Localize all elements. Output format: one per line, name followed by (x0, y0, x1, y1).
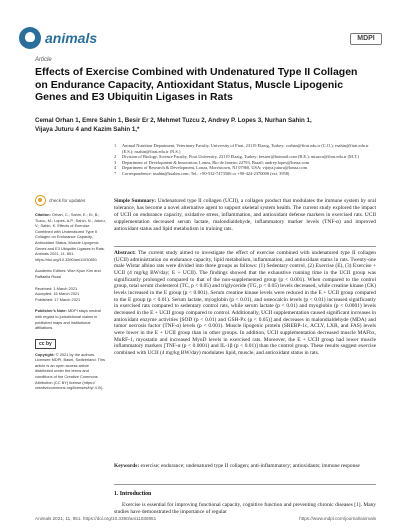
article-sidebar (35, 195, 107, 397)
section-heading: 1. Introduction (114, 491, 152, 497)
affiliation-text: Correspondence: nsahin@ksahin.com; Tel.: +90-532-7473506 or +90-424-2370000 (ext. 3958) (122, 170, 290, 176)
author-list (35, 117, 375, 134)
author-line-2: Vijaya Juturu 4 and Kazim Sahin 1,* (35, 125, 140, 133)
article-type: Article (35, 57, 52, 63)
check-updates-badge[interactable] (35, 195, 107, 206)
affiliation-text: Animal Nutrition Department, Veterinary Faculty, University of Firat, 23119 Elazig, Turkey; corhan@firat.edu.tr (C.O.); esahin@firat.edu.tr (E.S.); nsahin@firat.edu.tr (N.S.) (122, 143, 369, 154)
publisher-note-text: MDPI stays neutral with regard to jurisdictional claims in published maps and institutional affiliations. (35, 308, 101, 331)
keywords-label: Keywords: (114, 463, 140, 469)
correspondence (114, 171, 376, 177)
abstract-label: Abstract: (114, 250, 136, 256)
copyright-label: Copyright: (35, 351, 55, 357)
affiliation-item (114, 143, 376, 154)
simple-summary-label: Simple Summary: (114, 198, 157, 204)
keywords-text: exercise; endurance; undenatured type II collagen; anti-inflammatory; antioxidants; immune response (140, 463, 360, 469)
affiliation-number: * (114, 170, 117, 176)
journal-name: animals (45, 30, 98, 46)
citation-block (35, 212, 107, 262)
page-footer (35, 516, 376, 521)
footer-citation: Animals 2021, 11, 851. https://doi.org/10.3390/ani11030851 (35, 516, 157, 521)
affiliation-number: 4 (114, 165, 117, 170)
accepted-date: Accepted: 16 March 2021 (35, 291, 80, 297)
abstract (114, 250, 376, 357)
keywords (114, 463, 376, 470)
check-updates-icon (35, 195, 46, 206)
page-header (0, 0, 400, 48)
affiliation-number: 2 (114, 154, 117, 159)
publisher-note-label: Publisher's Note: (35, 308, 67, 314)
check-updates-label: check for updates (49, 198, 86, 203)
citation-label: Citation: (35, 212, 51, 217)
article-title: Effects of Exercise Combined with Undenatured Type II Collagen on Endurance Capacity, Antioxidant Status, Muscle Lipogenic Genes and E3 Ubiquitin Ligases in Rats (35, 66, 358, 103)
divider (114, 484, 376, 485)
publisher-note (35, 308, 107, 330)
simple-summary-text: Undenatured type II collagen (UCII), a collagen product that modulates the immune system by oral tolerance, has become a novel alternative agent to support skeletal system health. The current study explored the impact of UCII on endurance capacity, oxidative stress, inflammation, and antioxidant defense markers in exercised rats. UCII supplementation decreased serum lactate, malondialdehyde, inflammatory marker levels (TNF-α) and improved antioxidant status and lipid metabolism in training rats. (114, 198, 376, 232)
dates-block (35, 286, 107, 303)
copyright-text: © 2021 by the authors. Licensee MDPI, Basel, Switzerland. This article is an open access article distributed under the terms and conditions of the Creative Commons Attribution (CC BY) license (https:// creativecommons.org/licenses/by/ 4.0/). (35, 351, 105, 391)
footer-journal-link[interactable]: https://www.mdpi.com/journal/animals (299, 516, 376, 521)
published-date: Published: 17 March 2021 (35, 296, 81, 302)
author-line-1: Cemal Orhan 1, Emre Sahin 1, Besir Er 2, Mehmet Tuzcu 2, Andrey P. Lopes 3, Nurhan Sahin 1, (35, 117, 312, 124)
affiliation-text: Division of Biology, Science Faculty, Firat University, 23119 Elazig, Turkey; besirer@hotmail.com (B.E.); mtuzcu@firat.edu.tr (M.T.) (122, 154, 359, 159)
citation-text: Orhan, C.; Sahin, E.; Er, B.; Tuzcu, M.; Lopes, A.P.; Sahin, N.; Juturu, V.; Sahin, K. Effects of Exercise Combined with Undenatured Type II Collagen on Endurance Capacity, Antioxidant Status, Muscle Lipogenic Genes and E3 Ubiquitin Ligases in Rats. Animals 2021, 11, 851. https://doi.org/10.3390/ani11030851 (35, 212, 106, 262)
affiliation-text: Department of Research & Development, Lonza, Morristown, NJ 07960, USA; vijaya.juturu@lonza.com (122, 165, 307, 170)
divider (114, 246, 376, 247)
affiliations (114, 143, 376, 176)
journal-logo-icon (19, 27, 41, 49)
simple-summary (114, 198, 376, 233)
affiliation-number: 3 (114, 159, 117, 165)
received-date: Received: 1 March 2021 (35, 285, 78, 291)
abstract-text: The current study aimed to investigate the effect of exercise combined with undenatured type II collagen (UCII) administration on endurance capacity, lipid metabolism, inflammation, and antioxidant status in rats. Twenty-one male Wistar albino rats were divided into three groups as follows: (1) Sedentary control, (2) Exercise (E), (3) Exercise + UCII (4 mg/kg BW/day; E + UCII). The findings showed that the exhaustive running time in the UCII group was significantly prolonged compared to that of the non-supplemented group (p < 0.001). When compared to the control group, total serum cholesterol (TC, p < 0.05) and triglyceride (TG, p < 0.05) levels decreased, while creatine kinase (CK) levels increased in the E group (p < 0.001). Serum creatine kinase levels were reduced in the E + UCII group compared to the E group (p < 0.01). Serum lactate, myoglobin (p < 0.01), and osteocalcin levels (p < 0.01) increased significantly in exercised rats compared to sedentary control rats, while serum lactate (p < 0.01) and myoglobin (p < 0.0001) levels decreased in the E + UCII group compared to control. Additionally, UCII supplementation caused significant increases in antioxidant enzyme activities [SOD (p < 0.01) and GSH-Px (p < 0.05)] and decreases in malondialdehyde (MDA) and tumor necrosis factor (TNF-α) levels (p < 0.001). Muscle lipogenic protein (SREBP-1c, ACLY, LXR, and FAS) levels were lower in the E + UCII group than in other groups. In addition, UCII supplementation decreased muscle MAFbx, MuRF-1, myostatin and increased MyoD levels in exercised rats. Moreover, the E + UCII group had lower muscle inflammatory markers [TNF-α (p < 0.0001) and IL-1β (p < 0.01)] than the control group. These results suggest exercise combined with UCII (4 mg/kg BW/day) modulates lipid, muscle, and antioxidant status in rats. (114, 250, 376, 356)
introduction-text: Exercise is essential for improving functional capacity, cognitive function and preventing chronic diseases [1]. Many studies have demonstrated the importance of regular (114, 502, 376, 515)
publisher-logo: MDPI (350, 33, 382, 45)
copyright-block (35, 352, 107, 391)
affiliation-number: 1 (114, 143, 117, 148)
affiliation-text: Department of Development & Innovation, Lonza, Rio de Janeiro 22793, Brazil; andrey.lopes@lonza.com (122, 159, 310, 165)
academic-editors: Academic Editors: Won Kyun Kim and Raffaella Rossi (35, 268, 101, 279)
cc-license-badge[interactable]: cc by (35, 339, 56, 349)
